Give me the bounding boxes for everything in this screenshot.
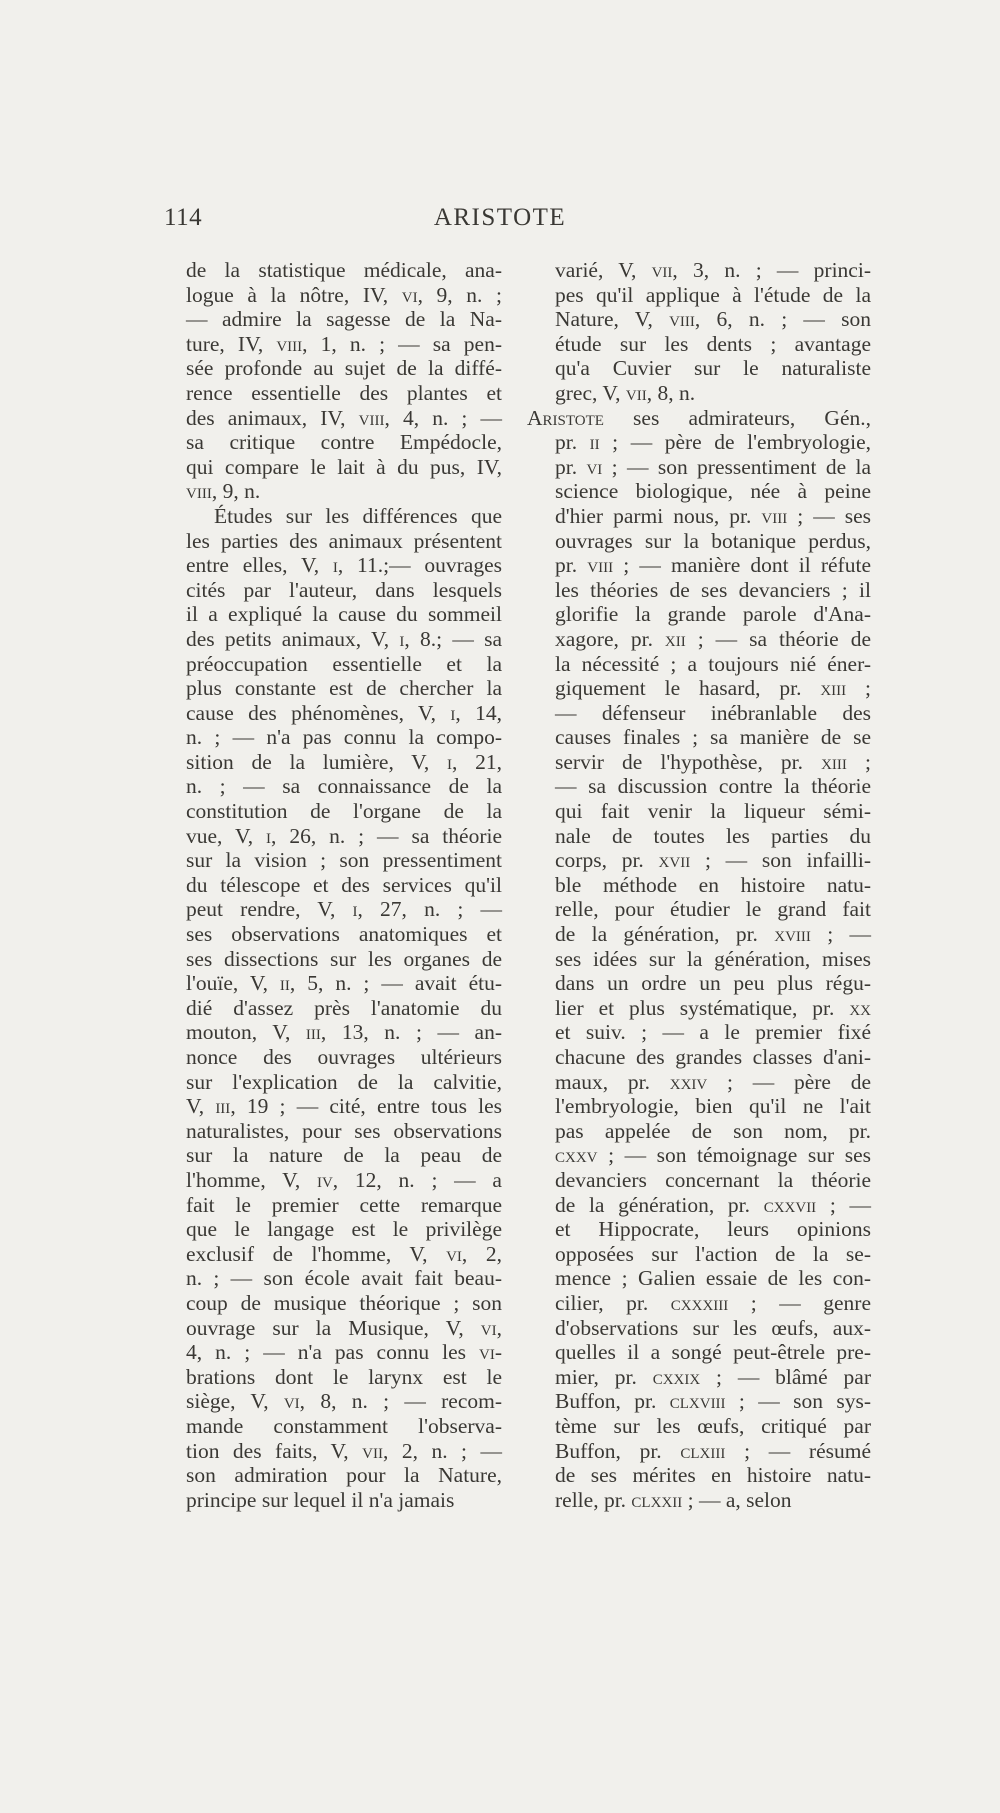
index-line: science biologique, née à peine [555,479,871,504]
index-line: n. ; — n'a pas connu la compo- [186,725,502,750]
running-title: ARISTOTE [433,204,567,231]
index-line: chacune des grandes classes d'ani- [555,1045,871,1069]
index-line: ture, IV, viii, 1, n. ; — sa pen- [186,331,502,356]
index-line: il a expliqué la cause du sommeil [186,602,502,627]
index-line: devanciers concernant la théorie [555,1167,871,1192]
index-line: sur la nature de la peau de [186,1143,502,1168]
index-line: corps, pr. xvii ; — son infailli- [555,848,872,873]
index-line: cilier, pr. cxxxiii ; — genre [555,1290,871,1315]
index-line: la nécessité ; a toujours nié éner- [555,651,871,676]
index-line: l'ouïe, V, ii, 5, n. ; — avait étu- [186,971,502,996]
index-line: étude sur les dents ; avantage [555,331,871,356]
index-line: cités par l'auteur, dans lesquels [186,577,502,602]
index-line: d'observations sur les œufs, aux- [555,1315,871,1340]
index-line: sée profonde au sujet de la diffé- [186,356,502,381]
index-line: Buffon, pr. clxiii ; — résumé [555,1438,871,1463]
index-line: Buffon, pr. clxviii ; — son sys- [555,1389,872,1414]
index-line: causes finales ; sa manière de se [555,725,871,750]
index-line: d'hier parmi nous, pr. viii ; — ses [555,503,872,528]
index-line: les théories de ses devanciers ; il [555,577,871,602]
index-line: de la génération, pr. xviii ; — [555,922,871,947]
index-line: cause des phénomènes, V, i, 14, [186,700,502,725]
index-line: les parties des animaux présentent [186,528,502,553]
index-line: constitution de l'organe de la [186,799,502,824]
index-line: nale de toutes les parties du [555,823,871,848]
index-line: opposées sur l'action de la se- [555,1241,871,1266]
index-line: de la génération, pr. cxxvii ; — [555,1192,871,1217]
index-line: vue, V, i, 26, n. ; — sa théorie [186,823,502,848]
index-line: coup de musique théorique ; son [186,1290,502,1315]
index-line: mouton, V, iii, 13, n. ; — an- [186,1020,502,1045]
index-line: de la statistique médicale, ana- [186,258,502,282]
index-line: pr. ii ; — père de l'embryologie, [555,430,871,455]
index-line: — défenseur inébranlable des [555,700,871,725]
index-line: brations dont le larynx est le [186,1364,502,1389]
index-line: qu'a Cuvier sur le naturaliste [555,356,871,381]
index-line: nonce des ouvrages ultérieurs [186,1045,502,1069]
index-line: des animaux, IV, viii, 4, n. ; — [186,405,503,430]
index-line: n. ; — sa connaissance de la [186,774,502,799]
index-line: maux, pr. xxiv ; — père de [555,1069,871,1094]
index-line: glorifie la grande parole d'Ana- [555,602,871,627]
index-line: ouvrages sur la botanique perdus, [555,528,871,553]
index-line: mence ; Galien essaie de les con- [555,1266,871,1291]
index-line: V, iii, 19 ; — cité, entre tous les [186,1094,502,1119]
index-line: de ses mérites en histoire natu- [555,1463,871,1488]
index-line: sur l'explication de la calvitie, [186,1069,502,1094]
index-column-right [527,258,872,1512]
index-line: pes qu'il applique à l'étude de la [555,282,871,307]
index-line: plus constante est de chercher la [186,676,502,701]
index-line: principe sur lequel il n'a jamais [186,1487,455,1512]
index-line: rence essentielle des plantes et [186,380,502,405]
index-line: que le langage est le privilège [186,1217,502,1242]
index-line: relle, pr. clxxii ; — a, selon [555,1487,792,1512]
index-line: du télescope et des services qu'il [186,872,502,897]
index-column-left [186,258,502,1512]
index-line: naturalistes, pour ses observations [186,1118,502,1143]
index-line: et Hippocrate, leurs opinions [555,1217,871,1242]
index-line: Nature, V, viii, 6, n. ; — son [555,307,871,332]
index-line: et suiv. ; — a le premier fixé [555,1020,871,1045]
index-line: tion des faits, V, vii, 2, n. ; — [186,1438,502,1463]
index-line: ble méthode en histoire natu- [555,872,871,897]
index-line: mier, pr. cxxix ; — blâmé par [555,1364,871,1389]
index-line: varié, V, vii, 3, n. ; — princi- [555,258,871,282]
index-line: giquement le hasard, pr. xiii ; [555,676,871,701]
index-line: qui fait venir la liqueur sémi- [555,799,871,824]
index-line: servir de l'hypothèse, pr. xiii ; [555,749,871,774]
index-line: sition de la lumière, V, i, 21, [186,749,502,774]
index-line: des petits animaux, V, i, 8.; — sa [186,626,502,651]
index-line: ses observations anatomiques et [186,922,502,947]
index-line: exclusif de l'homme, V, vi, 2, [186,1241,502,1266]
index-line: son admiration pour la Nature, [186,1463,502,1488]
index-line: fait le premier cette remarque [186,1192,502,1217]
index-line: 4, n. ; — n'a pas connu les vi- [186,1340,502,1365]
index-line: logue à la nôtre, IV, vi, 9, n. ; [186,282,502,307]
index-line: sa critique contre Empédocle, [186,430,502,455]
index-line: xagore, pr. xii ; — sa théorie de [555,626,871,651]
index-line: l'embryologie, bien qu'il ne l'ait [555,1094,871,1119]
index-line: relle, pour étudier le grand fait [555,897,871,922]
index-line: cxxv ; — son témoignage sur ses [555,1143,871,1168]
index-line: n. ; — son école avait fait beau- [186,1266,502,1291]
page-number: 114 [164,204,203,231]
index-line: sur la vision ; son pressentiment [186,848,502,873]
index-line: l'homme, V, iv, 12, n. ; — a [186,1167,502,1192]
index-line: quelles il a songé peut-êtrele pre- [555,1340,871,1365]
index-line: Aristote ses admirateurs, Gén., [527,405,871,430]
index-line: lier et plus systématique, pr. xx [555,995,871,1020]
index-line: entre elles, V, i, 11.;— ouvrages [186,553,503,578]
index-line: pr. viii ; — manière dont il réfute [555,553,871,578]
index-line: — sa discussion contre la théorie [555,774,871,799]
index-line: tème sur les œufs, critiqué par [555,1413,871,1438]
index-line: pr. vi ; — son pressentiment de la [555,454,871,479]
index-line: pas appelée de son nom, pr. [555,1118,871,1143]
index-line: — admire la sagesse de la Na- [186,307,502,332]
index-line: viii, 9, n. [186,479,261,504]
index-line: Études sur les différences que [214,503,502,528]
index-line: ses idées sur la génération, mises [555,946,871,971]
index-line: grec, V, vii, 8, n. [555,380,696,405]
index-line: dié d'assez près l'anatomie du [186,995,502,1020]
index-line: ses dissections sur les organes de [186,946,502,971]
index-line: dans un ordre un peu plus régu- [555,971,871,996]
index-line: qui compare le lait à du pus, IV, [186,454,502,479]
index-line: siège, V, vi, 8, n. ; — recom- [186,1389,502,1414]
index-line: préoccupation essentielle et la [186,651,502,676]
index-line: mande constamment l'observa- [186,1413,502,1438]
index-line: peut rendre, V, i, 27, n. ; — [186,897,502,922]
index-line: ouvrage sur la Musique, V, vi, [186,1315,502,1340]
